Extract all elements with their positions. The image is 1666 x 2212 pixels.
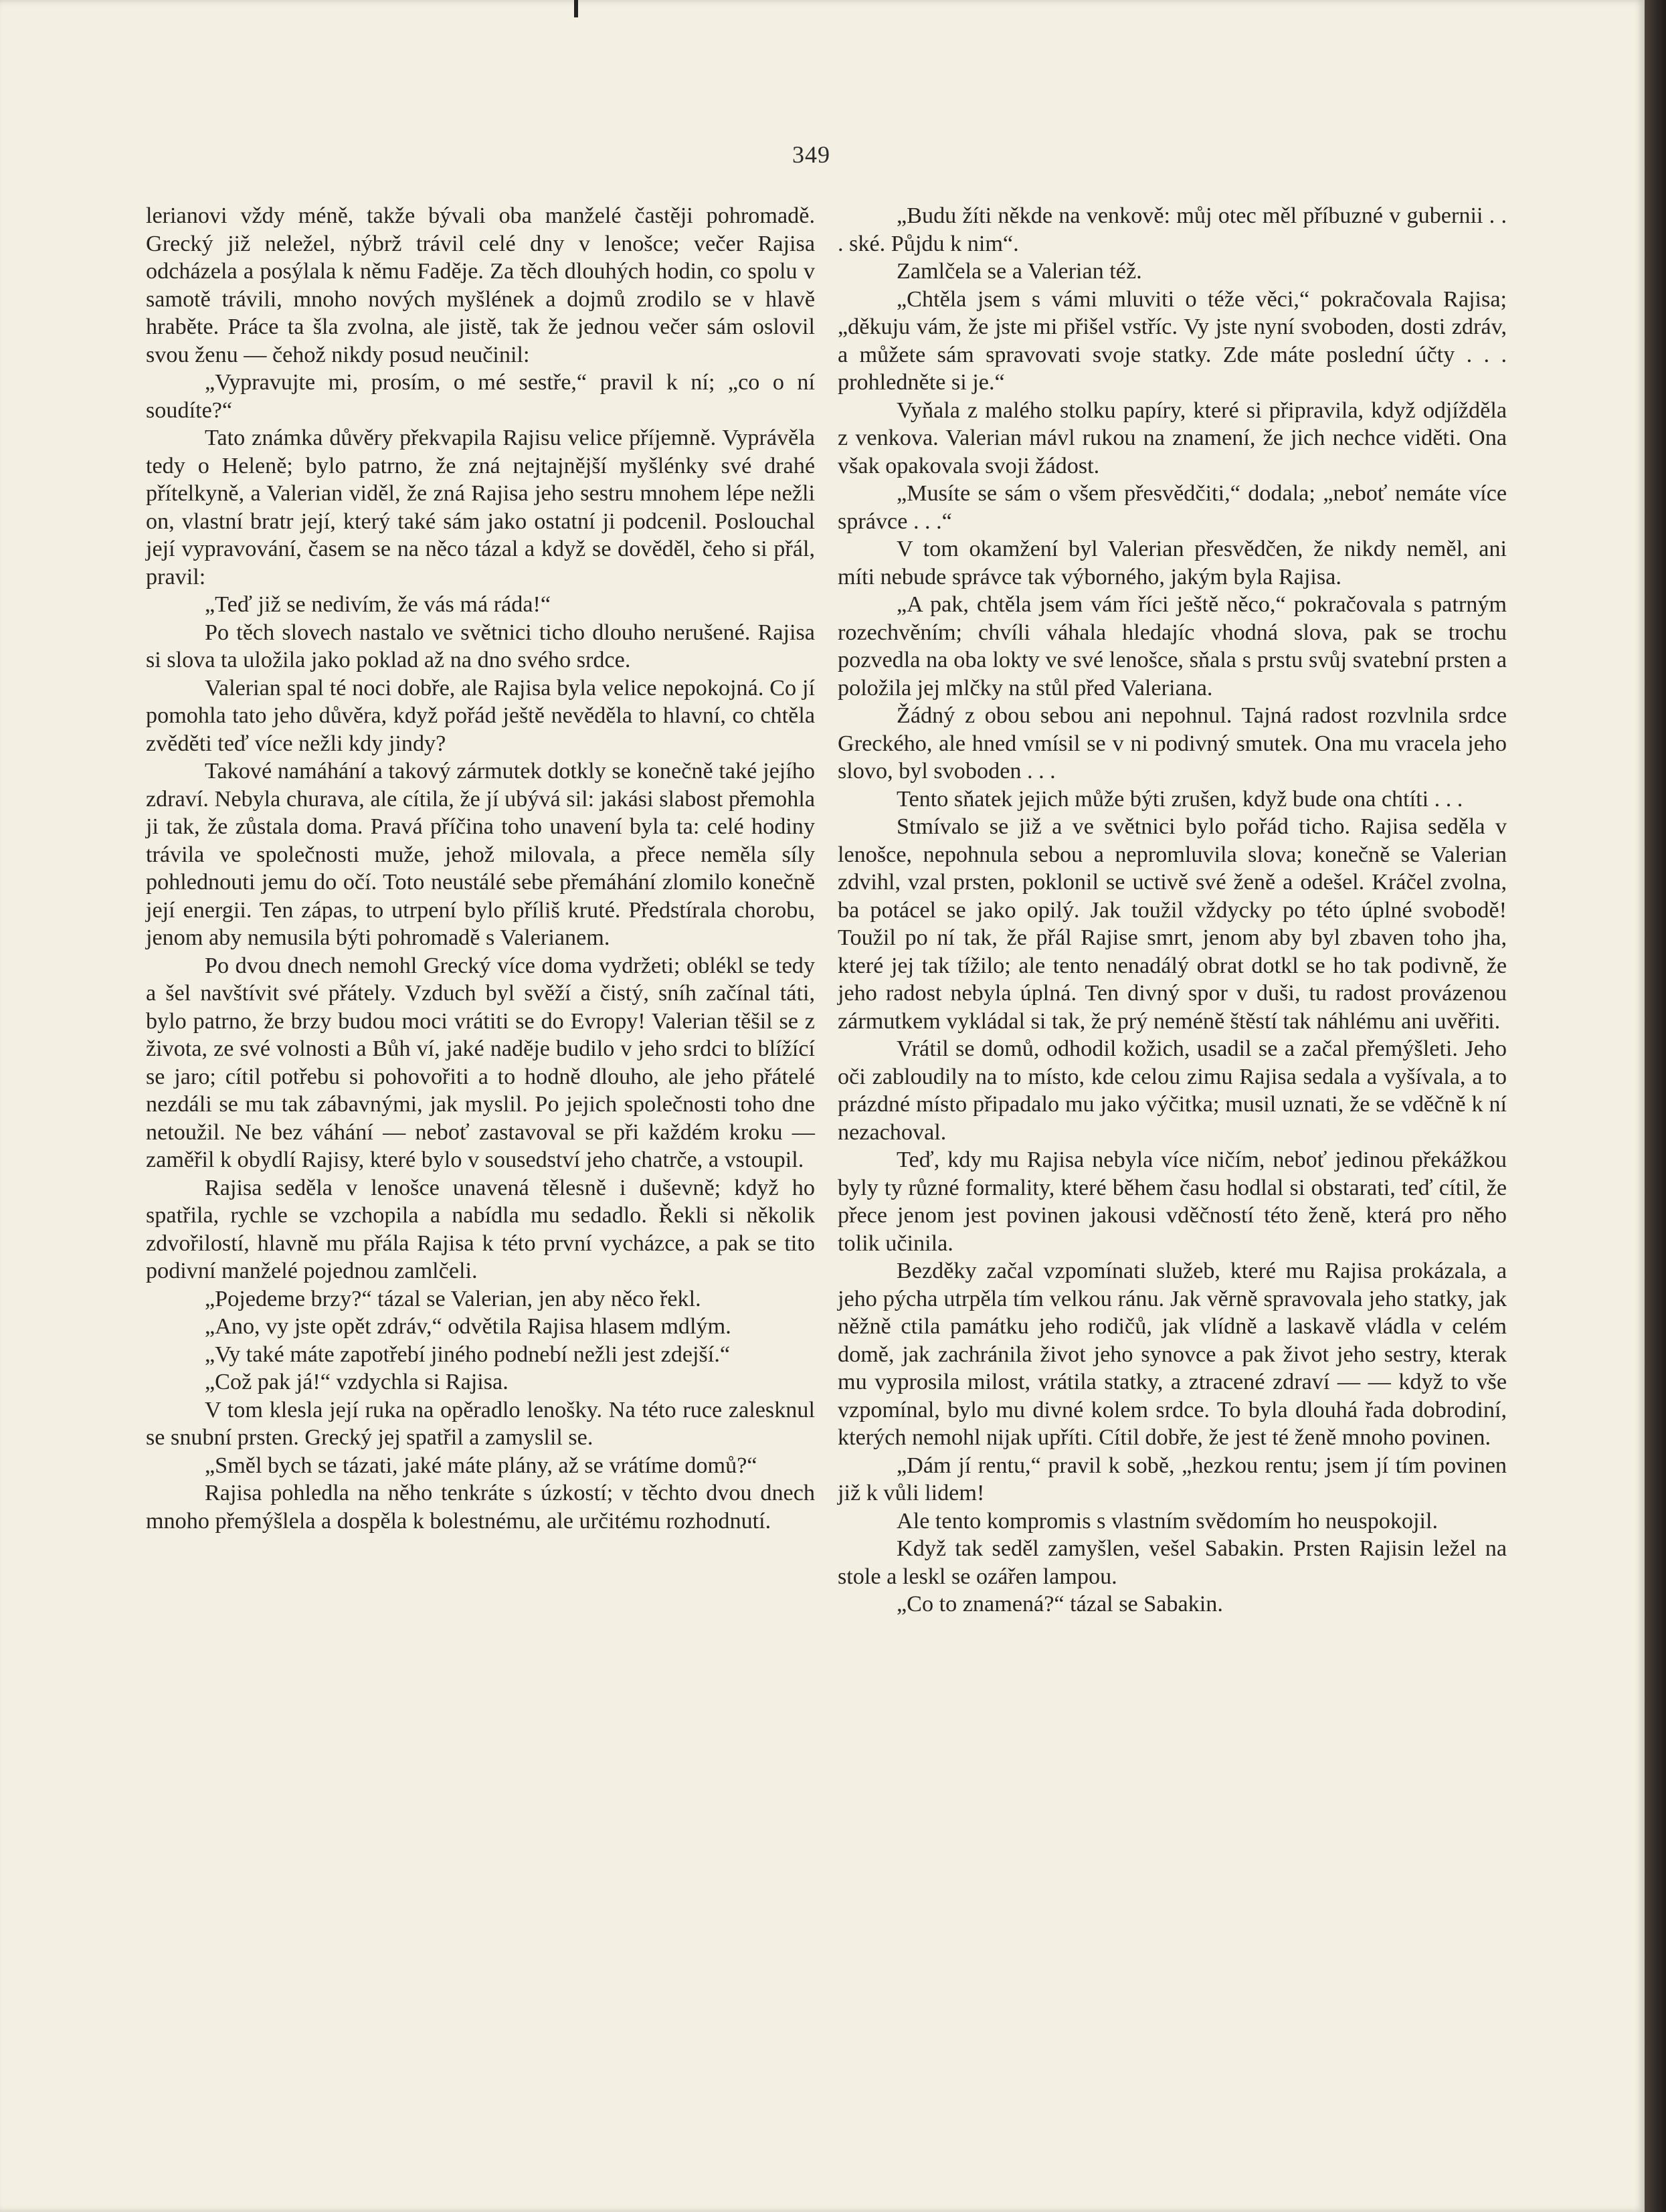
paragraph: Po dvou dnech nemohl Grecký více doma vydržeti; oblékl se tedy a šel navštívit své přátely. Vzduch byl svěží a čistý, sníh začínal táti, bylo patrno, že brzy budou moci vrátiti se do Evropy! Valerian těšil se z života, ze své volnosti a Bůh ví, jaké naděje budilo v jeho srdci to blížící se jaro; cítil potřebu si pohovořiti a to hodně dlouho, ale jeho přátelé nezdáli se mu tak zábavnými, jak myslil. Po jejich společnosti toho dne netoužil. Ne bez váhání — neboť zastavoval se při každém kroku — zaměřil k obydlí Rajisy, které bylo v sousedství jeho chatrče, a vstoupil.: [146, 953, 815, 1172]
paragraph: Takové namáhání a takový zármutek dotkly se konečně také jejího zdraví. Nebyla churava, ale cítila, že jí ubývá sil: jakási slabost přemohla ji tak, že zůstala doma. Pravá příčina toho unavení byla ta: celé hodiny trávila ve společnosti muže, jehož milovala, a přece neměla síly pohlednouti jemu do očí. Toto neustálé sebe přemáhání zlomilo konečně její energii. Ten zápas, to utrpení bylo příliš kruté. Předstírala chorobu, jenom aby nemusila býti pohromadě s Valerianem.: [146, 759, 815, 950]
paragraph: „A pak, chtěla jsem vám říci ještě něco,“ pokračovala s patrným rozechvěním; chvíli váhala hledajíc vhodná slova, pak se trochu pozvedla na oba lokty ve své lenošce, sňala s prstu svůj svatební prsten a položila jej mlčky na stůl před Valeriana.: [838, 592, 1507, 701]
paragraph: „Musíte se sám o všem přesvědčiti,“ dodala; „neboť nemáte více správce . . .“: [838, 481, 1507, 534]
paragraph: „Budu žíti někde na venkově: můj otec měl příbuzné v gubernii . . . ské. Půjdu k nim“.: [838, 203, 1507, 256]
paragraph: Žádný z obou sebou ani nepohnul. Tajná radost rozvlnila srdce Greckého, ale hned vmísil se v ni podivný smutek. Ona mu vracela jeho slovo, byl svoboden . . .: [838, 703, 1507, 784]
paragraph: Zamlčela se a Valerian též.: [897, 259, 1142, 284]
paragraph: Tento sňatek jejich může býti zrušen, když bude ona chtíti . . .: [897, 786, 1463, 812]
paragraph: Bezděky začal vzpomínati služeb, které mu Rajisa prokázala, a jeho pýcha utrpěla tím velkou ránu. Jak věrně spravovala jeho statky, jak něžně ctila památku jeho rodičů, jak vlídně a laskavě vládla v celém domě, jak zachránila život jeho synovce a pak život jeho sestry, kterak mu vyprosila milost, vrátila statky, a ztracené zdraví — — když to vše vzpomínal, bylo mu divné kolem srdce. To byla dlouhá řada dobrodiní, kterých nemohl nijak upříti. Cítil dobře, že jest té ženě mnoho povinen.: [838, 1259, 1507, 1450]
paragraph: „Chtěla jsem s vámi mluviti o téže věci,“ pokračovala Rajisa; „děkuju vám, že jste mi přišel vstříc. Vy jste nyní svoboden, dosti zdráv, a můžete sám spravovati svoje statky. Zde máte poslední účty . . . prohledněte si je.“: [838, 286, 1507, 395]
paragraph: „Což pak já!“ vzdychla si Rajisa.: [205, 1370, 508, 1394]
paragraph: „Teď již se nedivím, že vás má ráda!“: [205, 592, 551, 617]
paragraph: „Dám jí rentu,“ pravil k sobě, „hezkou rentu; jsem jí tím povinen již k vůli lidem!: [838, 1453, 1507, 1505]
right-column: [838, 202, 1507, 1619]
paragraph: Po těch slovech nastalo ve světnici ticho dlouho nerušené. Rajisa si slova ta uložila jako poklad až na dno svého srdce.: [146, 620, 815, 672]
paragraph: Stmívalo se již a ve světnici bylo pořád ticho. Rajisa seděla v lenošce, nepohnula sebou a nepromluvila slova; konečně se Valerian zdvihl, vzal prsten, poklonil se uctivě své ženě a odešel. Kráčel zvolna, ba potácel se jako opilý. Jak toužil vždycky po této úplné svobodě! Toužil po ní tak, že přál Rajise smrt, jenom aby byl zbaven toho jha, které jej tak tížilo; ale tento nenadálý obrat dotkl se ho tak podivně, že jeho radost nebyla úplná. Ten divný spor v duši, tu radost provázenou zármutkem vykládal si tak, že prý neméně štěstí tak náhlému ani uvěřiti.: [838, 814, 1507, 1034]
page-number: 349: [792, 141, 830, 168]
paragraph: Tato známka důvěry překvapila Rajisu velice příjemně. Vyprávěla tedy o Heleně; bylo patrno, že zná nejtajnější myšlénky své drahé přítelkyně, a Valerian viděl, že zná Rajisa jeho sestru mnohem lépe nežli on, vlastní bratr její, který také sám jako ostatní ji podcenil. Poslouchal její vypravování, časem se na něco tázal a když se dověděl, čeho si přál, pravil:: [146, 426, 815, 589]
left-column: [146, 202, 815, 1535]
paragraph: Teď, kdy mu Rajisa nebyla více ničím, neboť jedinou překážkou byly ty různé formality, které během času hodlal si obstarati, teď cítil, že přece jenom jest povinen jakousi vděčností této ženě, která pro něho tolik učinila.: [838, 1147, 1507, 1256]
paragraph: Ale tento kompromis s vlastním svědomím ho neuspokojil.: [897, 1508, 1439, 1534]
paragraph: Vyňala z malého stolku papíry, které si připravila, když odjížděla z venkova. Valerian mávl rukou na znamení, že jich nechce viděti. Ona však opakovala svoji žádost.: [838, 397, 1507, 478]
paragraph: „Ano, vy jste opět zdráv,“ odvětila Rajisa hlasem mdlým.: [205, 1314, 731, 1339]
paragraph: Vrátil se domů, odhodil kožich, usadil se a začal přemýšleti. Jeho oči zabloudily na to místo, kde celou zimu Rajisa sedala a vyšívala, a to prázdné místo připadalo mu jako výčitka; musil uznati, že se vděčně k ní nezachoval.: [838, 1036, 1507, 1145]
paragraph: Valerian spal té noci dobře, ale Rajisa byla velice nepokojná. Co jí pomohla tato jeho důvěra, když pořád ještě nevěděla to hlavní, co chtěla zvěděti teď více nežli kdy jindy?: [146, 675, 815, 756]
paragraph: „Směl bych se tázati, jaké máte plány, až se vrátíme domů?“: [205, 1453, 757, 1478]
paragraph: V tom klesla její ruka na opěradlo lenošky. Na této ruce zalesknul se snubní prsten. Grecký jej spatřil a zamyslil se.: [146, 1397, 815, 1450]
paragraph: „Pojedeme brzy?“ tázal se Valerian, jen aby něco řekl.: [205, 1286, 701, 1311]
paragraph: „Vypravujte mi, prosím, o mé sestře,“ pravil k ní; „co o ní soudíte?“: [146, 370, 815, 423]
paragraph: lerianovi vždy méně, takže bývali oba manželé častěji pohromadě. Grecký již neležel, nýbrž trávil celé dny v lenošce; večer Rajisa odcházela a posýlala k němu Faděje. Za těch dlouhých hodin, co spolu v samotě trávili, mnoho nových myšlének a dojmů zrodilo se v hlavě hraběte. Práce ta šla zvolna, ale jistě, tak že jednou večer sám oslovil svou ženu — čehož nikdy posud neučinil:: [146, 203, 815, 367]
paragraph: „Vy také máte zapotřebí jiného podnebí nežli jest zdejší.“: [205, 1342, 731, 1367]
paragraph: Rajisa seděla v lenošce unavená tělesně i duševně; když ho spatřila, rychle se vzchopila a nabídla mu sedadlo. Řekli si několik zdvořilostí, hlavně mu přála Rajisa k této první vycházce, a pak se tito podivní manželé pojednou zamlčeli.: [146, 1175, 815, 1283]
paragraph: Rajisa pohledla na něho tenkráte s úzkostí; v těchto dvou dnech mnoho přemýšlela a dospěla k bolestnému, ale určitému rozhodnutí.: [146, 1481, 815, 1534]
paragraph: V tom okamžení byl Valerian přesvědčen, že nikdy neměl, ani míti nebude správce tak výborného, jakým byla Rajisa.: [838, 537, 1507, 589]
paragraph: „Co to znamená?“ tázal se Sabakin.: [897, 1592, 1223, 1617]
paragraph: Když tak seděl zamyšlen, vešel Sabakin. Prsten Rajisin ležel na stole a leskl se ozářen lampou.: [838, 1536, 1507, 1589]
book-binding-edge: [1645, 0, 1666, 2212]
top-margin-mark: [574, 0, 578, 17]
